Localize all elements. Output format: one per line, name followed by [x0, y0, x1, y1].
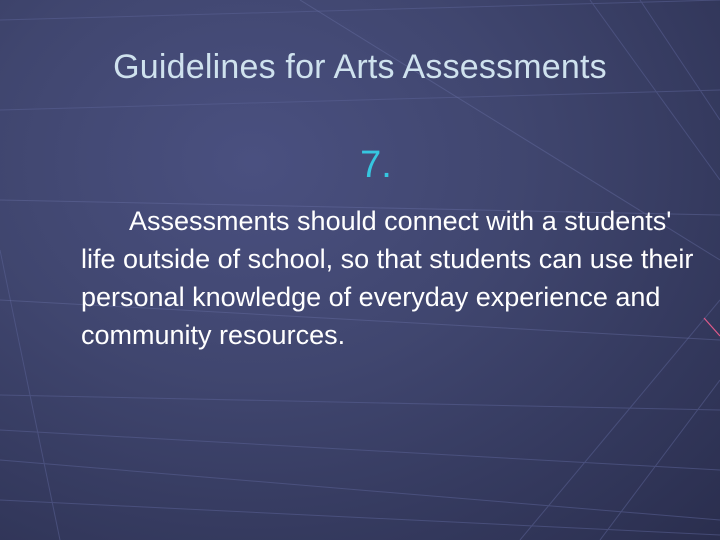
body-text: Assessments should connect with a students' life outside of school, so that students can use their personal knowledge of everyday experience and community resources.	[81, 206, 694, 350]
item-number: 7.	[360, 144, 392, 186]
slide-title: Guidelines for Arts Assessments	[113, 48, 607, 86]
accent-line	[704, 318, 720, 336]
